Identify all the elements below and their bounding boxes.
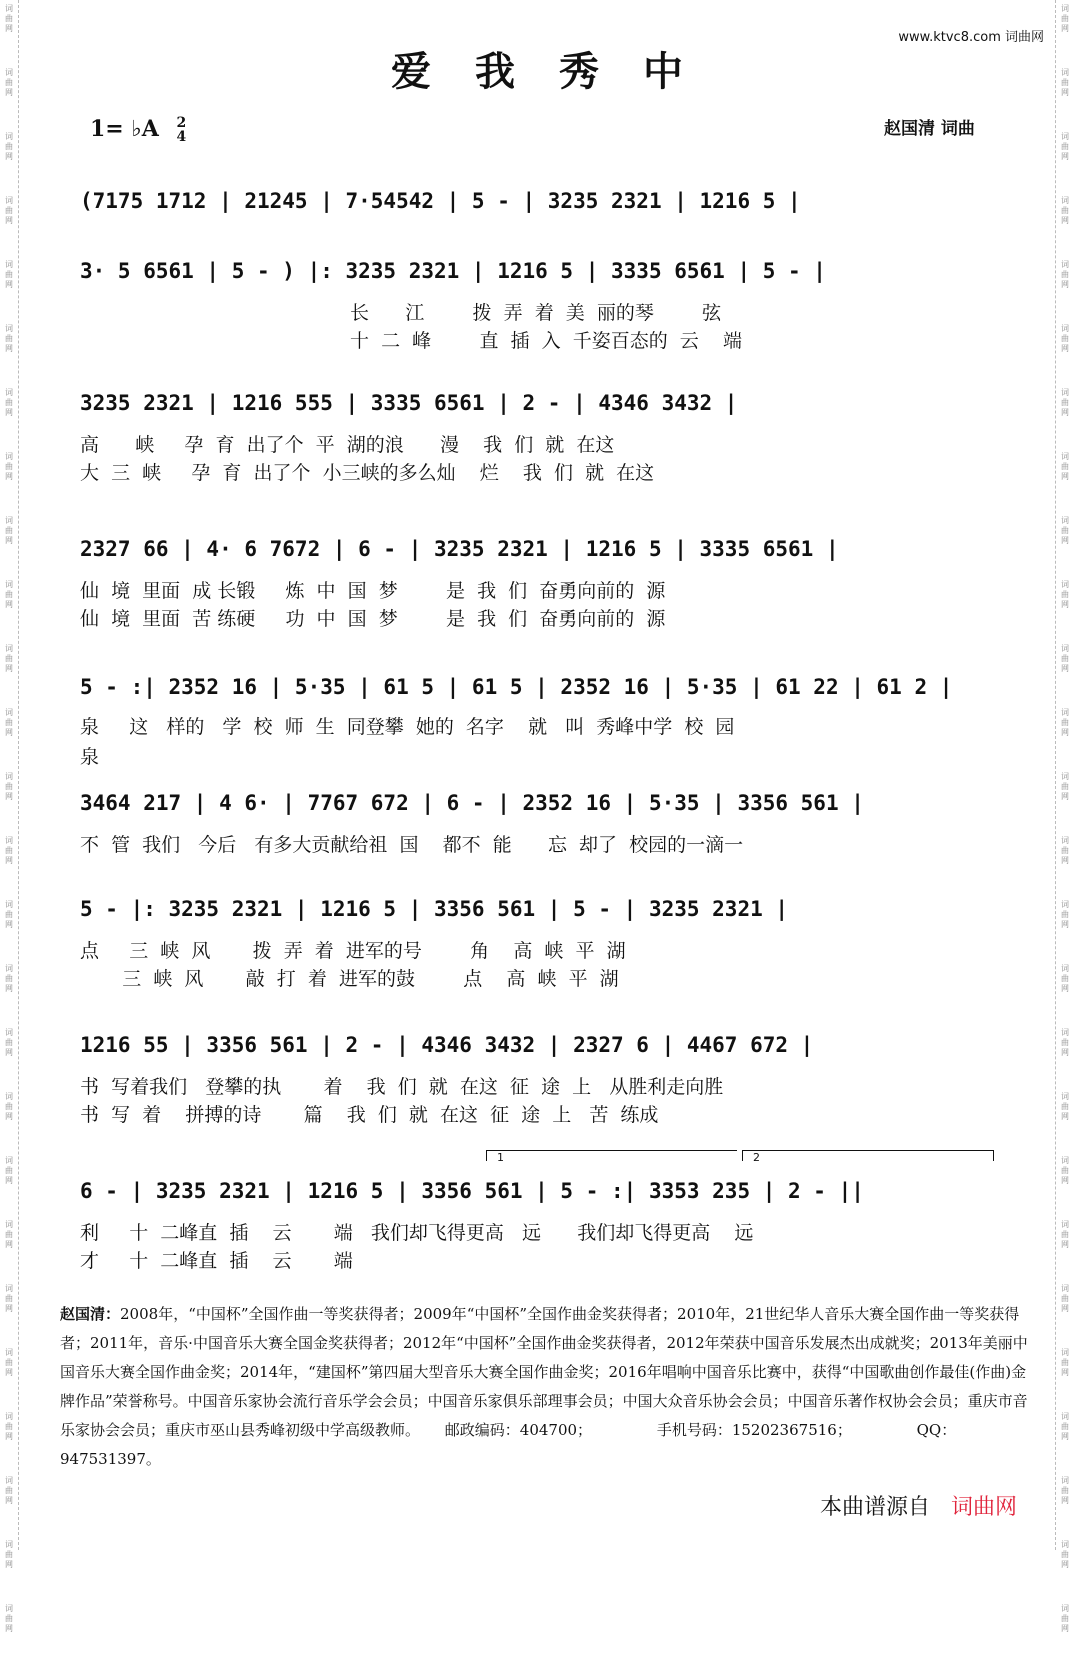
notation: 5 - |: 3235 2321 | 1216 5 | 3356 561 | 5 - | 3235 2321 | <box>80 897 789 921</box>
edge-watermark-text: 词 曲 网 <box>5 1220 13 1249</box>
edge-watermark-text: 词 曲 网 <box>5 452 13 481</box>
edge-watermark-text: 词 曲 网 <box>5 580 13 609</box>
lyric-verse-2: 泉 <box>80 746 100 768</box>
edge-watermark-text: 词 曲 网 <box>5 1604 13 1633</box>
edge-watermark-text: 词 曲 网 <box>1061 196 1069 225</box>
lyric-verse-2: 才 十 二峰直 插 云 端 <box>80 1250 353 1272</box>
site-url[interactable]: www.ktvc8.com 词曲网 <box>898 30 1044 45</box>
lyric-verse-1: 高 峡 孕 育 出了个 平 湖的浪 漫 我 们 就 在这 <box>80 434 615 456</box>
bio-phone: 手机号码：15202367516； <box>656 1421 852 1439</box>
edge-watermark-text: 词 曲 网 <box>1061 68 1069 97</box>
edge-watermark-text: 词 曲 网 <box>5 644 13 673</box>
edge-watermark-text: 词 曲 网 <box>5 1348 13 1377</box>
edge-watermark-text: 词 曲 网 <box>1061 580 1069 609</box>
edge-watermark-text: 词 曲 网 <box>5 324 13 353</box>
left-edge-watermark <box>2 0 16 1633</box>
lyric-verse-2: 三 峡 风 敲 打 着 进军的鼓 点 高 峡 平 湖 <box>80 968 619 990</box>
lyric-verse-1: 长 江 拨 弄 着 美 丽的琴 弦 <box>350 302 722 324</box>
notation: 3235 2321 | 1216 555 | 3335 6561 | 2 - | 4346 3432 | <box>80 391 738 415</box>
edge-watermark-text: 词 曲 网 <box>5 388 13 417</box>
edge-watermark-text: 词 曲 网 <box>5 708 13 737</box>
lyric-verse-2: 大 三 峡 孕 育 出了个 小三峡的多么灿 烂 我 们 就 在这 <box>80 462 655 484</box>
edge-watermark-text: 词 曲 网 <box>5 900 13 929</box>
author-credit: 赵国清 词曲 <box>884 119 975 139</box>
edge-watermark-text: 词 曲 网 <box>1061 324 1069 353</box>
edge-watermark-text: 词 曲 网 <box>1061 836 1069 865</box>
left-dashed-border <box>18 0 19 1550</box>
edge-watermark-text: 词 曲 网 <box>5 68 13 97</box>
edge-watermark-text: 词 曲 网 <box>5 836 13 865</box>
edge-watermark-text: 词 曲 网 <box>5 1284 13 1313</box>
edge-watermark-text: 词 曲 网 <box>5 4 13 33</box>
edge-watermark-text: 词 曲 网 <box>5 1412 13 1441</box>
edge-watermark-text: 词 曲 网 <box>1061 452 1069 481</box>
lyric-verse-1: 仙 境 里面 成 长锻 炼 中 国 梦 是 我 们 奋勇向前的 源 <box>80 580 666 602</box>
edge-watermark-text: 词 曲 网 <box>1061 1348 1069 1377</box>
edge-watermark-text: 词 曲 网 <box>5 1476 13 1505</box>
bio-text: 2008年，“中国杯”全国作曲一等奖获得者；2009年“中国杯”全国作曲金奖获得者；2010年，21世纪华人音乐大赛全国作曲一等奖获得者；2011年，音乐·中国音乐大赛全国金奖获得者；2012年“中国杯”全国作曲金奖获得者，2012年荣获中国音乐发展杰出成就奖；2013年美丽中国音乐大赛全国作曲金奖；2014年，“建国杯”第四届大型音乐大赛全国作曲金奖；2016年唱响中国音乐比赛中，获得“中国歌曲创作最佳(作曲)金牌作品”荣誉称号。中国音乐家协会流行音乐学会会员；中国音乐家俱乐部理事会员；中国大众音乐协会会员；中国音乐著作权协会会员；重庆市音乐家协会会员；重庆市巫山县秀峰初级中学高级教师。 <box>60 1305 1028 1439</box>
edge-watermark-text: 词 曲 网 <box>5 1540 13 1569</box>
edge-watermark-text: 词 曲 网 <box>5 132 13 161</box>
edge-watermark-text: 词 曲 网 <box>5 1028 13 1057</box>
notation: 3464 217 | 4 6· | 7767 672 | 6 - | 2352 16 | 5·35 | 3356 561 | <box>80 791 864 815</box>
edge-watermark-text: 词 曲 网 <box>1061 388 1069 417</box>
notation: 6 - | 3235 2321 | 1216 5 | 3356 561 | 5 - :| 3353 235 | 2 - || <box>80 1179 864 1203</box>
lyric-verse-1: 利 十 二峰直 插 云 端 我们却飞得更高 远 我们却飞得更高 远 <box>80 1222 754 1244</box>
edge-watermark-text: 词 曲 网 <box>1061 1540 1069 1569</box>
edge-watermark-text: 词 曲 网 <box>5 964 13 993</box>
volta-second-ending: 2 <box>742 1150 994 1161</box>
edge-watermark-text: 词 曲 网 <box>1061 1028 1069 1057</box>
notation: 3· 5 6561 | 5 - ) |: 3235 2321 | 1216 5 | 3335 6561 | 5 - | <box>80 259 826 283</box>
footer-source: 本曲谱源自 <box>820 1495 931 1520</box>
notation: (7175 1712 | 21245 | 7·54542 | 5 - | 3235 2321 | 1216 5 | <box>80 189 801 213</box>
bio-name: 赵国清： <box>60 1305 121 1323</box>
edge-watermark-text: 词 曲 网 <box>1061 644 1069 673</box>
source-footer <box>820 1490 1017 1521</box>
edge-watermark-text: 词 曲 网 <box>5 1092 13 1121</box>
notation: 2327 66 | 4· 6 7672 | 6 - | 3235 2321 | 1216 5 | 3335 6561 | <box>80 537 839 561</box>
lyric-verse-2: 仙 境 里面 苦 练硬 功 中 国 梦 是 我 们 奋勇向前的 源 <box>80 608 666 630</box>
edge-watermark-text: 词 曲 网 <box>1061 132 1069 161</box>
time-signature: 2 4 <box>176 115 187 145</box>
song-title: 爱我秀中 <box>391 48 727 95</box>
edge-watermark-text: 词 曲 网 <box>1061 1284 1069 1313</box>
notation: 1216 55 | 3356 561 | 2 - | 4346 3432 | 2327 6 | 4467 672 | <box>80 1033 814 1057</box>
bio-qq: QQ：947531397。 <box>60 1421 957 1468</box>
edge-watermark-text: 词 曲 网 <box>5 196 13 225</box>
lyric-verse-2: 书 写 着 拼搏的诗 篇 我 们 就 在这 征 途 上 苦 练成 <box>80 1104 659 1126</box>
edge-watermark-text: 词 曲 网 <box>1061 4 1069 33</box>
edge-watermark-text: 词 曲 网 <box>1061 1156 1069 1185</box>
volta-first-ending: 1 <box>486 1150 737 1161</box>
lyric-verse-1: 点 三 峡 风 拨 弄 着 进军的号 角 高 峡 平 湖 <box>80 940 626 962</box>
notation: 5 - :| 2352 16 | 5·35 | 61 5 | 61 5 | 2352 16 | 5·35 | 61 22 | 61 2 | <box>80 675 953 699</box>
edge-watermark-text: 词 曲 网 <box>1061 964 1069 993</box>
edge-watermark-text: 词 曲 网 <box>5 516 13 545</box>
key-label: 1= ♭A <box>90 116 159 142</box>
edge-watermark-text: 词 曲 网 <box>1061 1412 1069 1441</box>
edge-watermark-text: 词 曲 网 <box>1061 1476 1069 1505</box>
edge-watermark-text: 词 曲 网 <box>1061 900 1069 929</box>
lyric-verse-1: 书 写着我们 登攀的执 着 我 们 就 在这 征 途 上 从胜利走向胜 <box>80 1076 724 1098</box>
right-edge-watermark <box>1058 0 1072 1633</box>
edge-watermark-text: 词 曲 网 <box>5 260 13 289</box>
lyric-verse-1: 泉 这 样的 学 校 师 生 同登攀 她的 名字 就 叫 秀峰中学 校 园 <box>80 716 735 738</box>
edge-watermark-text: 词 曲 网 <box>5 772 13 801</box>
edge-watermark-text: 词 曲 网 <box>1061 1220 1069 1249</box>
bio-postal: 邮政编码：404700； <box>444 1421 593 1439</box>
lyric-verse-1: 不 管 我们 今后 有多大贡献给祖 国 都不 能 忘 却了 校园的一滴一 <box>80 834 744 856</box>
edge-watermark-text: 词 曲 网 <box>1061 1092 1069 1121</box>
edge-watermark-text: 词 曲 网 <box>5 1156 13 1185</box>
right-dashed-border <box>1055 0 1056 1550</box>
edge-watermark-text: 词 曲 网 <box>1061 772 1069 801</box>
lyric-verse-2: 十 二 峰 直 插 入 千姿百态的 云 端 <box>350 330 742 352</box>
author-bio <box>60 1300 1030 1474</box>
edge-watermark-text: 词 曲 网 <box>1061 516 1069 545</box>
key-signature <box>90 116 186 144</box>
edge-watermark-text: 词 曲 网 <box>1061 1604 1069 1633</box>
footer-site-link[interactable]: 词曲网 <box>951 1495 1018 1520</box>
edge-watermark-text: 词 曲 网 <box>1061 708 1069 737</box>
edge-watermark-text: 词 曲 网 <box>1061 260 1069 289</box>
